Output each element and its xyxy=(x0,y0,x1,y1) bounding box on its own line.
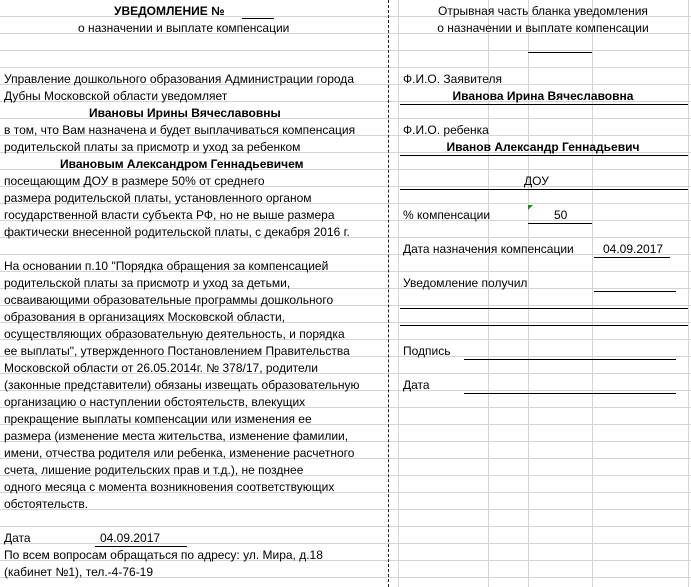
stub-child-name: Иванов Александр Геннадьевич xyxy=(446,140,640,154)
basis-line: На основании п.10 "Порядка обращения за компенсацией xyxy=(4,259,329,273)
notice-subtitle: о назначении и выплате компенсации xyxy=(78,21,290,35)
basis-line: имени, отчества родителя или ребенка, изменение расчетного xyxy=(4,446,355,460)
received-blank[interactable] xyxy=(594,291,676,292)
text-line: в том, что Вам назначена и будет выплачиваться компенсация xyxy=(4,123,356,137)
contact-line: По всем вопросам обращаться по адресу: ул. Мира, д.18 xyxy=(4,548,323,562)
stub-date-label: Дата xyxy=(403,378,430,392)
grid-row-line xyxy=(0,50,691,51)
grid-row-line xyxy=(0,67,691,68)
applicant-name: Иванова Ирина Вячеславовна xyxy=(452,89,634,103)
received-line[interactable] xyxy=(400,325,688,326)
grid-row-line xyxy=(0,526,691,527)
grid-column-line xyxy=(688,0,689,587)
percent-label: % компенсации xyxy=(403,208,491,222)
percent-underline xyxy=(528,223,592,224)
basis-line: прекращение выплаты компенсации или изменения ее xyxy=(4,412,312,426)
stub-subtitle: о назначении и выплате компенсации xyxy=(437,21,649,35)
comment-marker-icon xyxy=(528,205,533,210)
intro-line: Управление дошкольного образования Администрации города xyxy=(4,72,354,86)
dou-underline[interactable] xyxy=(400,189,688,190)
child-label: Ф.И.О. ребенка xyxy=(403,123,489,137)
notice-number-blank[interactable] xyxy=(242,18,274,19)
stub-date-blank[interactable] xyxy=(464,393,676,394)
applicant-label: Ф.И.О. Заявителя xyxy=(403,72,503,86)
received-label: Уведомление получил xyxy=(403,276,528,290)
assign-date-label: Дата назначения компенсации xyxy=(403,242,574,256)
grid-row-line xyxy=(0,509,691,510)
recipient-name: Ивановы Ирины Вячеславовны xyxy=(89,106,281,120)
text-line: посещающим ДОУ в размере 50% от среднего xyxy=(4,174,265,188)
text-line: родительской платы за присмотр и уход за ребенком xyxy=(4,140,301,154)
intro-line: Дубны Московской области уведомляет xyxy=(4,89,228,103)
child-underline xyxy=(400,155,688,156)
text-line: размера родительской платы, установленного органом xyxy=(4,191,312,205)
child-name: Ивановым Александром Геннадьевичем xyxy=(60,157,304,171)
received-line[interactable] xyxy=(400,308,688,309)
basis-line: размера (изменение места жительства, изменение фамилии, xyxy=(4,429,349,443)
basis-line: ее выплаты", утвержденного Постановлением Правительства xyxy=(4,344,350,358)
basis-line: родительской платы за присмотр и уход за детьми, xyxy=(4,276,291,290)
basis-line: организацию о наступлении обстоятельств, влекущих xyxy=(4,395,306,409)
applicant-underline xyxy=(400,104,688,105)
signature-blank[interactable] xyxy=(464,359,676,360)
text-line: фактически внесенной родительской платы, с декабря 2016 г. xyxy=(4,225,350,239)
assign-date-underline xyxy=(594,257,670,258)
basis-line: счета, лишение родительских прав и т.д.), не позднее xyxy=(4,463,304,477)
basis-line: осуществляющих образовательную деятельность, и порядка xyxy=(4,327,345,341)
tear-off-line xyxy=(388,0,389,587)
date-label: Дата xyxy=(4,531,31,545)
text-line: государственной власти субъекта РФ, но не выше размера xyxy=(4,208,335,222)
notice-title: УВЕДОМЛЕНИЕ № xyxy=(114,4,225,18)
stub-title: Отрывная часть бланка уведомления xyxy=(438,4,648,18)
percent-value: 50 xyxy=(554,208,568,222)
basis-line: обстоятельств. xyxy=(4,497,89,511)
signature-label: Подпись xyxy=(403,344,451,358)
basis-line: Московской области от 26.05.2014г. № 378/17, родители xyxy=(4,361,319,375)
dou-label: ДОУ xyxy=(524,174,549,188)
contact-line: (кабинет №1), тел.-4-76-19 xyxy=(4,565,154,579)
basis-line: осваивающими образовательные программы дошкольного xyxy=(4,293,334,307)
basis-line: одного месяца с момента возникновения соответствующих xyxy=(4,480,335,494)
basis-line: (законные представители) обязаны извещать образовательную xyxy=(4,378,360,392)
stub-number-blank[interactable] xyxy=(528,52,592,53)
basis-line: образования в организациях Московской области, xyxy=(4,310,286,324)
grid-row-line xyxy=(0,254,691,255)
date-value: 04.09.2017 xyxy=(100,531,161,545)
assign-date-value: 04.09.2017 xyxy=(603,242,664,256)
